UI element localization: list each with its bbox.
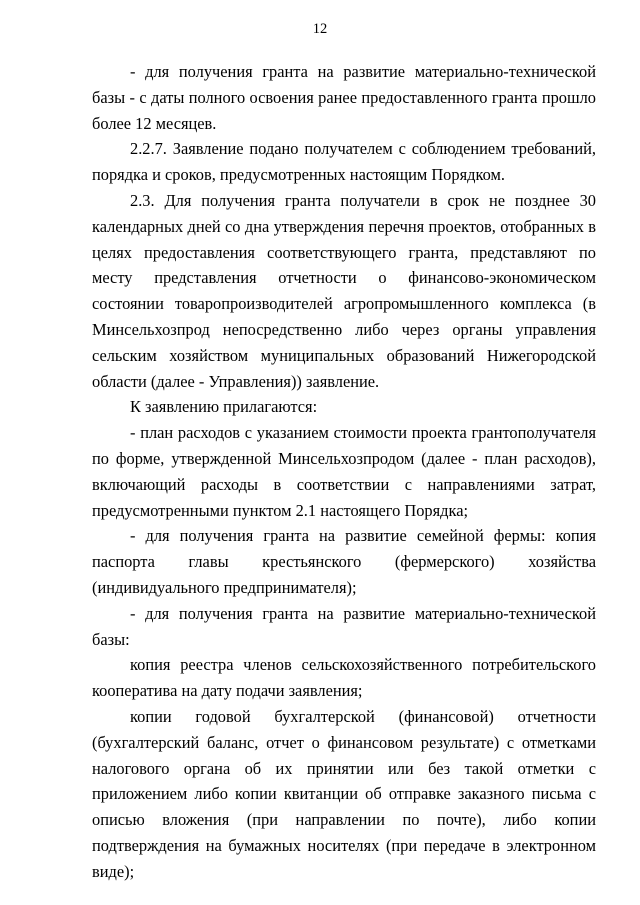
paragraph-2-2-7: 2.2.7. Заявление подано получателем с соблюдением требований, порядка и сроков, предусмотренных настоящим Порядком. [92, 139, 596, 185]
document-body [92, 59, 596, 885]
page-number: 12 [312, 21, 328, 37]
paragraph-expense-plan: - план расходов с указанием стоимости проекта грантополучателя по форме, утвержденной Минсельхозпродом (далее - план расходов), включающий расходы в соответствии с направлениями затрат, предусмотренными пунктом 2.1 настоящего Порядка; [92, 423, 596, 520]
paragraph-grant-period: - для получения гранта на развитие материально-технической базы - с даты полного освоения ранее предоставленного гранта прошло более 12 месяцев. [92, 62, 596, 133]
paragraph-2-3: 2.3. Для получения гранта получатели в срок не позднее 30 календарных дней со дна утверждения перечня проектов, отобранных в целях предоставления соответствующего гранта, представляют по месту представления отчетности о финансово-экономическом состоянии товаропроизводителей агропромышленного комплекса (в Минсельхозпрод непосредственно либо через органы управления сельским хозяйством муниципальных образований Нижегородской области (далее - Управления)) заявление. [92, 190, 596, 391]
paragraph-material-base: - для получения гранта на развитие материально-технической базы: [92, 603, 596, 649]
paragraph-financial-reports: копии годовой бухгалтерской (финансовой) отчетности (бухгалтерский баланс, отчет о финансовом результате) с отметками налогового органа об их принятии или без такой отметки с приложением либо копии квитанции об отправке заказного письма с описью вложения (при направлении по почте), либо копии подтверждения на бумажных носителях (при передаче в электронном виде); [92, 706, 596, 881]
paragraph-attachments-intro: К заявлению прилагаются: [130, 397, 318, 417]
paragraph-cooperative-registry: копия реестра членов сельскохозяйственного потребительского кооператива на дату подачи заявления; [92, 655, 596, 701]
paragraph-family-farm: - для получения гранта на развитие семейной фермы: копия паспорта главы крестьянского (фермерского) хозяйства (индивидуального предпринимателя); [92, 526, 596, 597]
